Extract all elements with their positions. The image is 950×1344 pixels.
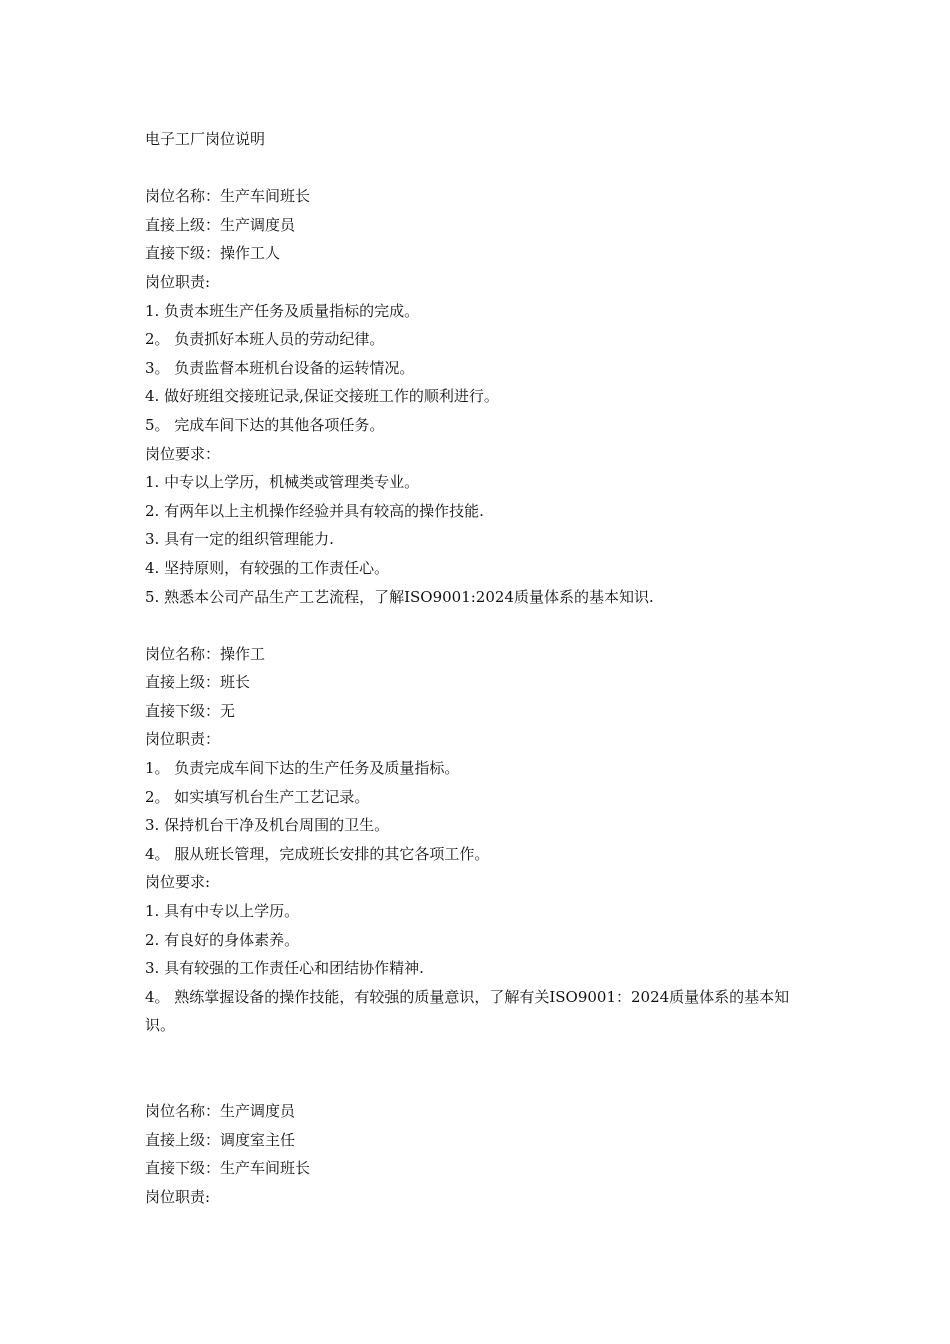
job-name: 岗位名称：生产调度员 <box>145 1102 296 1120</box>
duty-item: 4. 做好班组交接班记录,保证交接班工作的顺利进行。 <box>145 387 499 406</box>
duty-item: 5。 完成车间下达的其他各项任务。 <box>145 415 385 434</box>
requirement-item: 1. 具有中专以上学历。 <box>145 902 300 921</box>
direct-superior: 直接上级：班长 <box>145 673 251 692</box>
direct-superior: 直接上级：生产调度员 <box>145 215 296 234</box>
duties-heading: 岗位职责: <box>145 272 211 291</box>
job-name: 岗位名称：生产车间班长 <box>145 187 311 206</box>
requirements-heading: 岗位要求： <box>145 444 221 463</box>
requirement-item: 3. 具有较强的工作责任心和团结协作精神. <box>145 959 424 978</box>
direct-subordinate: 直接下级：操作工人 <box>145 244 281 263</box>
requirement-item: 4. 坚持原则，有较强的工作责任心。 <box>145 558 390 577</box>
requirement-item: 4。 熟练掌握设备的操作技能，有较强的质量意识，了解有关ISO9001：2024质量体系的基本知识。 <box>145 987 790 1035</box>
job-section-team-leader <box>145 182 815 611</box>
requirement-item: 1. 中专以上学历，机械类或管理类专业。 <box>145 473 420 492</box>
duties-heading: 岗位职责： <box>145 730 221 749</box>
duty-item: 4。 服从班长管理，完成班长安排的其它各项工作。 <box>145 844 490 863</box>
spacer <box>145 1040 815 1097</box>
requirements-heading: 岗位要求: <box>145 873 211 892</box>
duty-item: 1。 负责完成车间下达的生产任务及质量指标。 <box>145 759 460 778</box>
requirement-item: 3. 具有一定的组织管理能力. <box>145 530 334 549</box>
direct-subordinate: 直接下级：生产车间班长 <box>145 1159 311 1178</box>
requirement-item: 2. 有良好的身体素养。 <box>145 930 300 949</box>
direct-superior: 直接上级：调度室主任 <box>145 1130 296 1149</box>
duty-item: 3。 负责监督本班机台设备的运转情况。 <box>145 358 415 377</box>
requirement-item: 2. 有两年以上主机操作经验并具有较高的操作技能. <box>145 501 484 520</box>
spacer <box>145 154 815 183</box>
spacer <box>145 611 815 640</box>
duties-heading: 岗位职责: <box>145 1187 211 1206</box>
job-name: 岗位名称：操作工 <box>145 644 266 663</box>
document-page <box>145 125 815 1211</box>
job-section-operator <box>145 640 815 1040</box>
requirement-item: 5. 熟悉本公司产品生产工艺流程，了解ISO9001:2024质量体系的基本知识. <box>145 587 654 606</box>
document-title: 电子工厂岗位说明 <box>145 130 266 148</box>
duty-item: 1. 负责本班生产任务及质量指标的完成。 <box>145 301 420 320</box>
duty-item: 2。 负责抓好本班人员的劳动纪律。 <box>145 330 385 349</box>
duty-item: 2。 如实填写机台生产工艺记录。 <box>145 787 370 806</box>
duty-item: 3. 保持机台干净及机台周围的卫生。 <box>145 816 390 835</box>
job-section-dispatcher <box>145 1097 815 1211</box>
direct-subordinate: 直接下级：无 <box>145 701 236 720</box>
